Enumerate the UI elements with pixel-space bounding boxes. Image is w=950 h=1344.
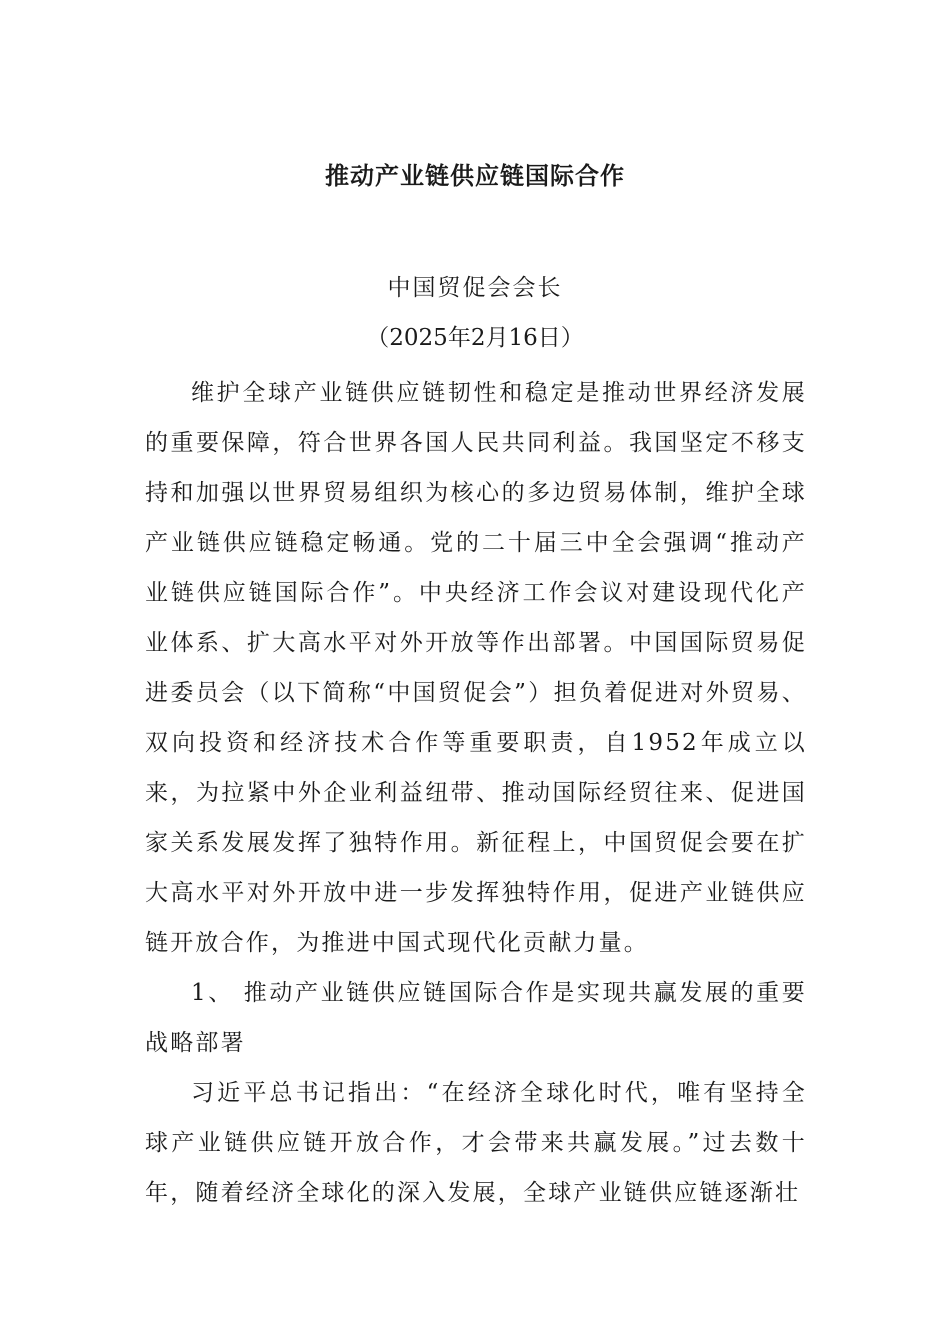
document-author: 中国贸促会会长 bbox=[387, 275, 563, 301]
section-heading-1: 1、 推动产业链供应链国际合作是实现共赢发展的重要战略部署 bbox=[145, 980, 807, 1056]
paragraph-intro: 维护全球产业链供应链韧性和稳定是推动世界经济发展的重要保障，符合世界各国人民共同利益。我国坚定不移支持和加强以世界贸易组织为核心的多边贸易体制，维护全球产业链供应链稳定畅通。党的二十届三中全会强调“推动产业链供应链国际合作”。中央经济工作会议对建设现代化产业体系、扩大高水平对外开放等作出部署。中国国际贸易促进委员会（以下简称“中国贸促会”）担负着促进对外贸易、双向投资和经济技术合作等重要职责，自1952年成立以来，为拉紧中外企业利益纽带、推动国际经贸往来、促进国家关系发展发挥了独特作用。新征程上，中国贸促会要在扩大高水平对外开放中进一步发挥独特作用，促进产业链供应链开放合作，为推进中国式现代化贡献力量。 bbox=[145, 380, 807, 956]
document-title: 推动产业链供应链国际合作 bbox=[325, 162, 625, 190]
document-date: （2025年2月16日） bbox=[366, 325, 584, 351]
document-body bbox=[145, 368, 807, 1218]
paragraph-section-1: 习近平总书记指出：“在经济全球化时代，唯有坚持全球产业链供应链开放合作，才会带来共赢发展。”过去数十年，随着经济全球化的深入发展，全球产业链供应链逐渐壮 bbox=[145, 1080, 807, 1206]
